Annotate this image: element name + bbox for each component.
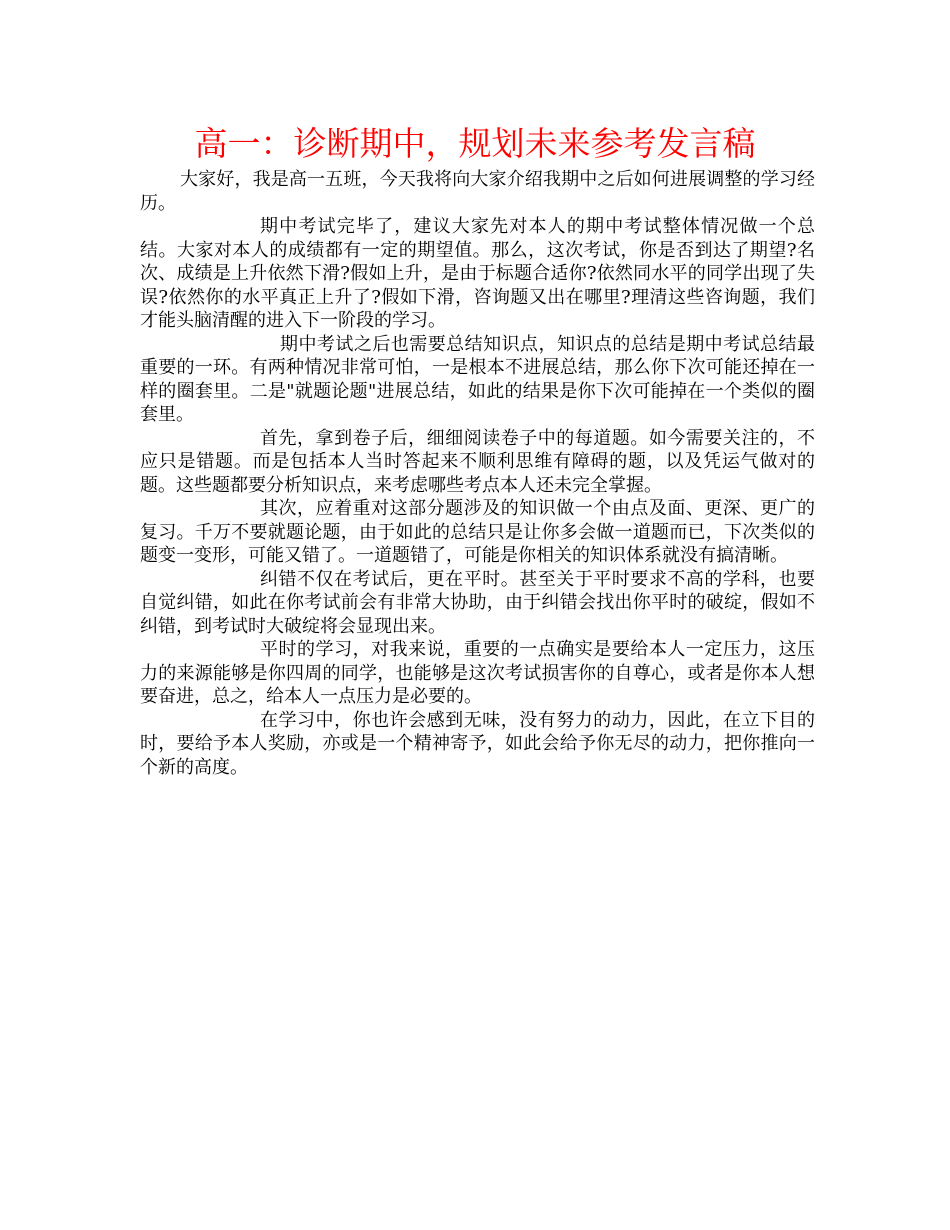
document-title: 高一：诊断期中，规划未来参考发言稿 xyxy=(194,124,756,163)
paragraph-error-correction: 纠错不仅在考试后，更在平时。甚至关于平时要求不高的学科，也要自觉纠错，如此在你考试前会有非常大协助，由于纠错会找出你平时的破绽，假如不纠错，到考试时大破绽将会显现出来。 xyxy=(140,568,815,637)
paragraph-pressure: 平时的学习，对我来说，重要的一点确实是要给本人一定压力，这压力的来源能够是你四周的同学，也能够是这次考试损害你的自尊心，或者是你本人想要奋进，总之，给本人一点压力是必要的。 xyxy=(140,639,815,707)
document-body xyxy=(140,168,815,779)
paragraph-first-step: 首先，拿到卷子后，细细阅读卷子中的每道题。如今需要关注的，不应只是错题。而是包括本人当时答起来不顺利思维有障碍的题，以及凭运气做对的题。这些题都要分析知识点，来考虑哪些考点本人还未完全掌握。 xyxy=(140,427,815,496)
paragraph-summary: 期中考试完毕了，建议大家先对本人的期中考试整体情况做一个总结。大家对本人的成绩都有一定的期望值。那么，这次考试，你是否到达了期望?名次、成绩是上升依然下滑?假如上升，是由于标题合适你?依然同水平的同学出现了失误?依然你的水平真正上升了?假如下滑，咨询题又出在哪里?理清这些咨询题，我们才能头脑清醒的进入下一阶段的学习。 xyxy=(140,216,815,331)
paragraph-motivation: 在学习中，你也许会感到无味，没有努力的动力，因此，在立下目的时，要给予本人奖励，亦或是一个精神寄予，如此会给予你无尽的动力，把你推向一个新的高度。 xyxy=(140,709,815,778)
paragraph-knowledge-points: 期中考试之后也需要总结知识点，知识点的总结是期中考试总结最重要的一环。有两种情况非常可怕，一是根本不进展总结，那么你下次可能还掉在一样的圈套里。二是"就题论题"进展总结，如此的结果是你下次可能掉在一个类似的圈套里。 xyxy=(140,333,815,425)
paragraph-second-step: 其次，应着重对这部分题涉及的知识做一个由点及面、更深、更广的复习。千万不要就题论题，由于如此的总结只是让你多会做一道题而已，下次类似的题变一变形，可能又错了。一道题错了，可能是你相关的知识体系就没有搞清晰。 xyxy=(140,498,815,566)
paragraph-greeting: 大家好，我是高一五班，今天我将向大家介绍我期中之后如何进展调整的学习经历。 xyxy=(140,169,815,214)
